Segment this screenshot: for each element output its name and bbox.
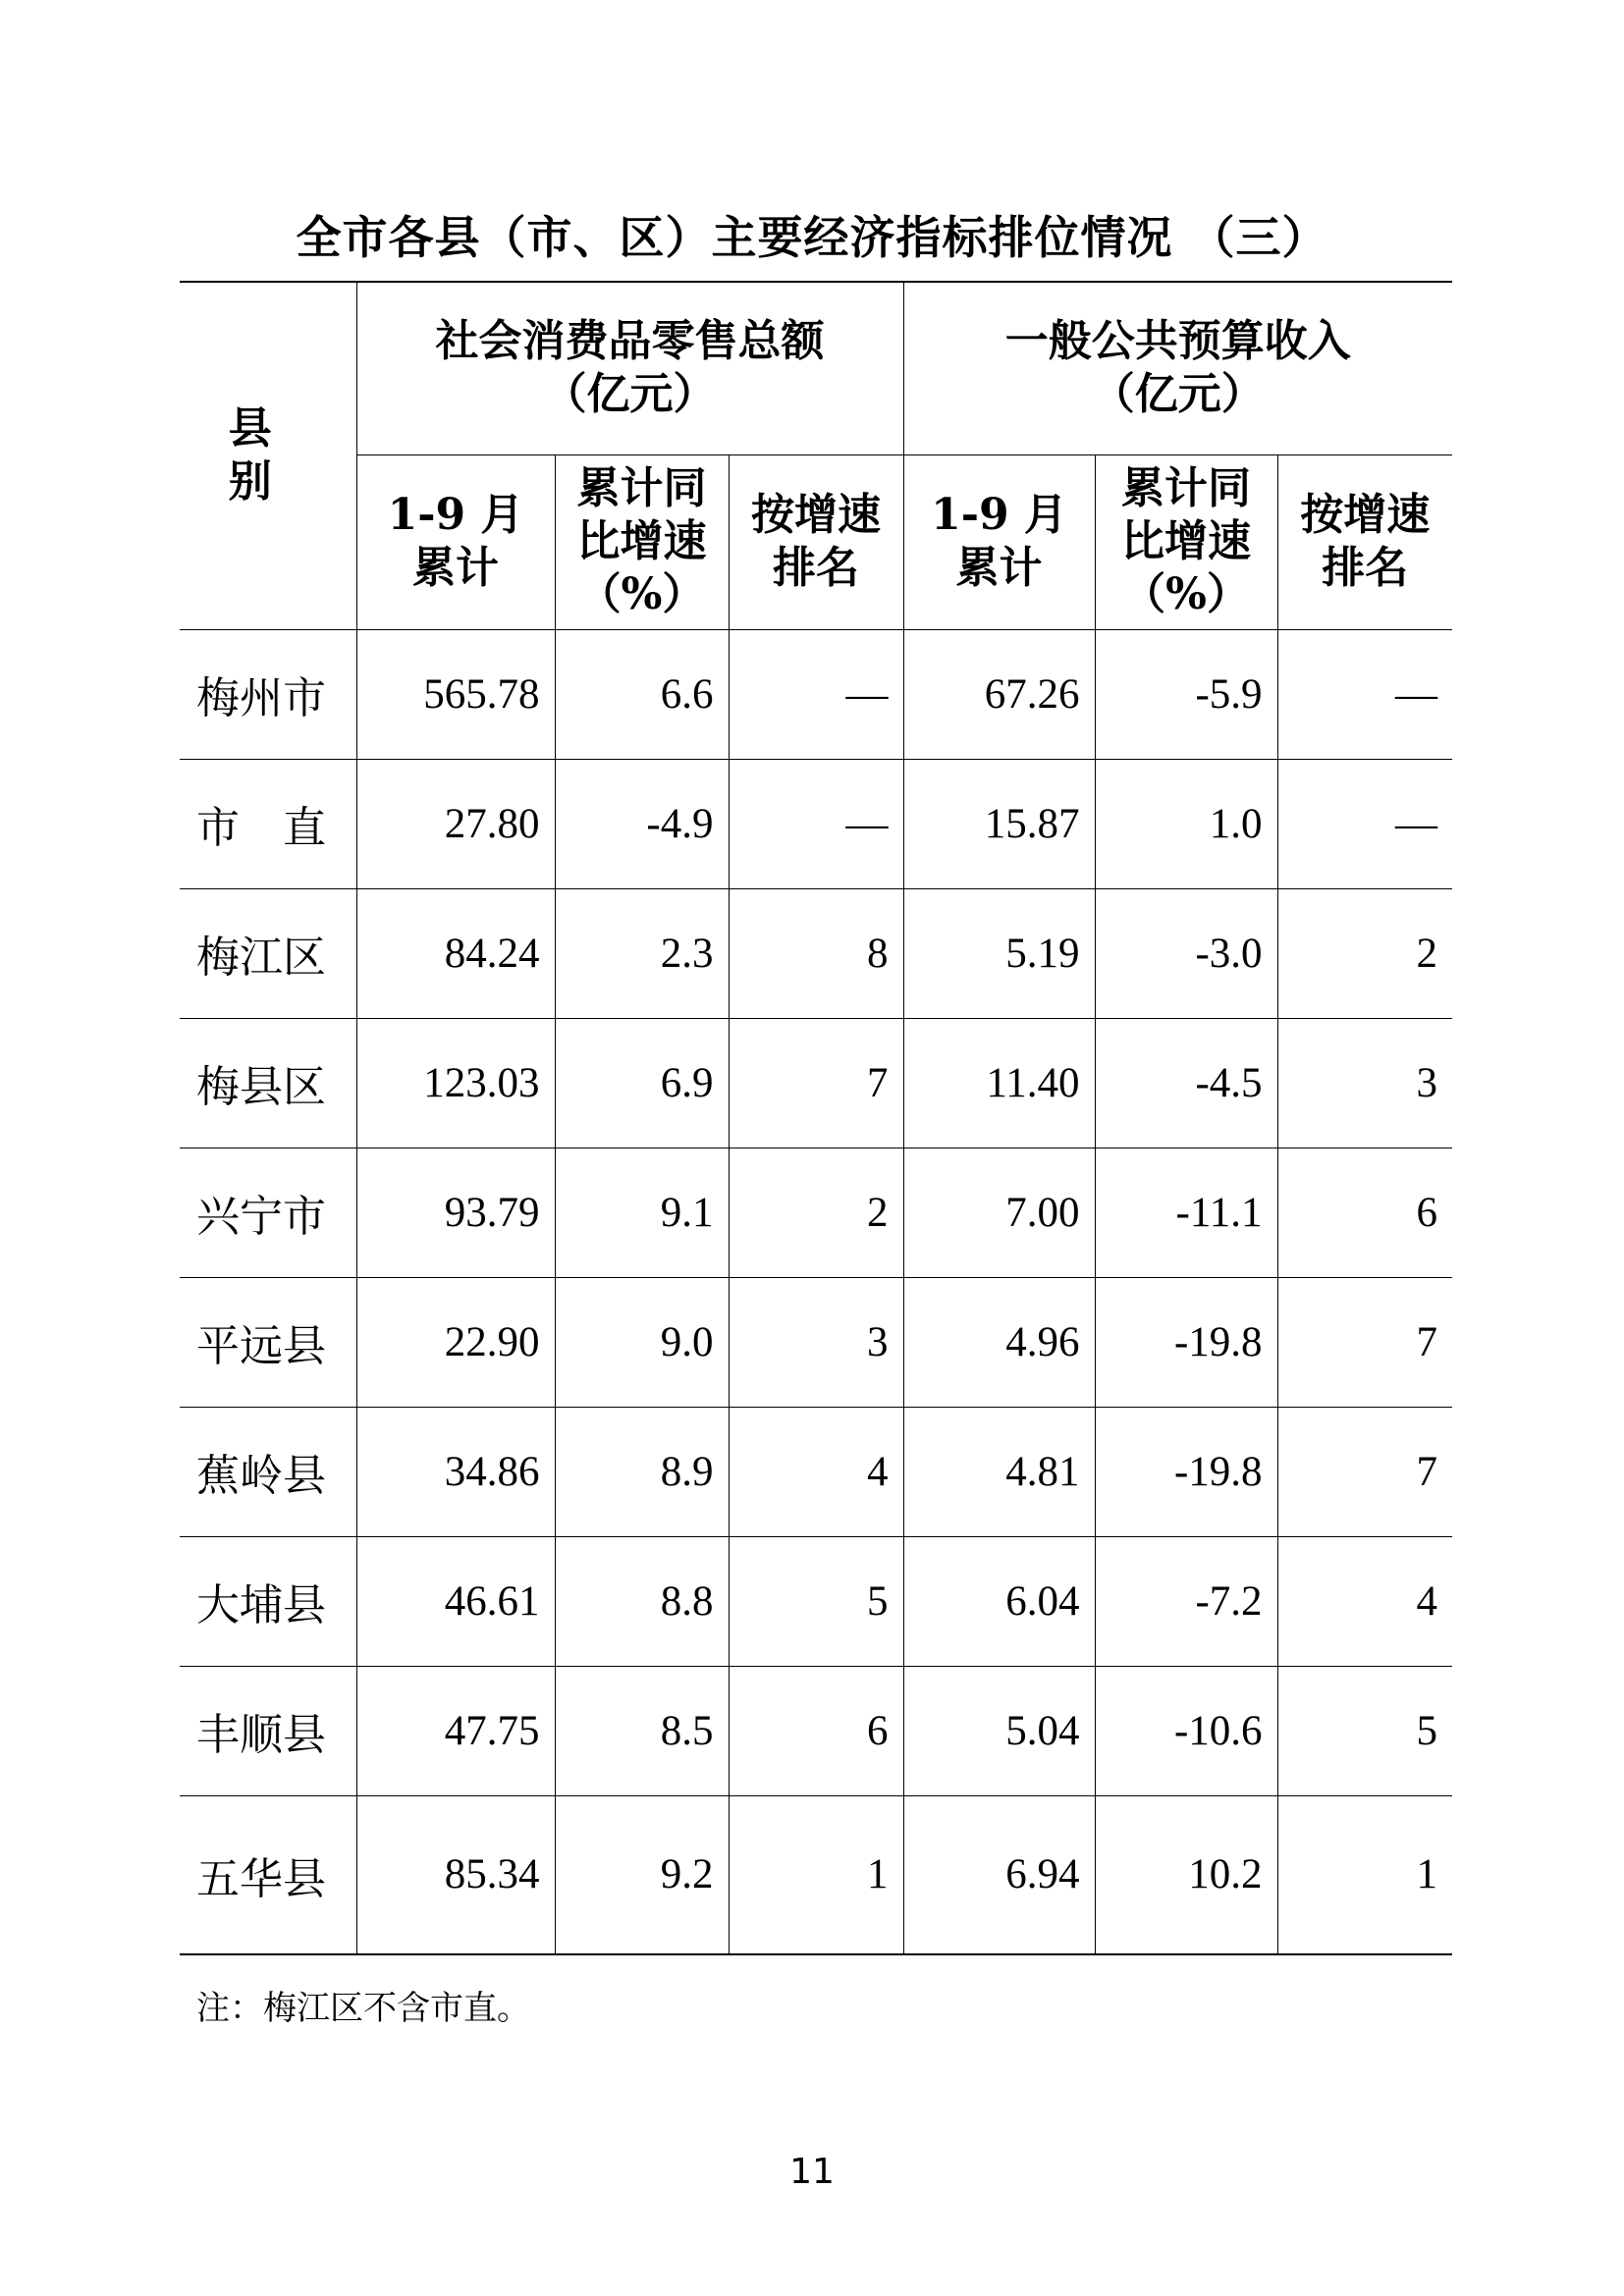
budget-growth: -19.8	[1095, 1277, 1277, 1407]
retail-cumulative: 47.75	[356, 1666, 555, 1795]
county-name: 平远县	[180, 1277, 356, 1407]
budget-rank: 1	[1277, 1795, 1452, 1954]
header-budget-growth	[1095, 454, 1277, 629]
retail-rank: 7	[729, 1018, 903, 1148]
budget-cumulative: 15.87	[903, 759, 1095, 888]
header-text: 累计同	[576, 463, 707, 513]
county-name: 市 直	[180, 759, 356, 888]
county-name: 五华县	[180, 1795, 356, 1954]
retail-cumulative: 123.03	[356, 1018, 555, 1148]
header-text: 排名	[1322, 543, 1409, 593]
table-row	[180, 1277, 1452, 1407]
county-name: 梅江区	[180, 888, 356, 1018]
budget-growth: 10.2	[1095, 1795, 1277, 1954]
budget-rank: 7	[1277, 1407, 1452, 1536]
budget-growth: -10.6	[1095, 1666, 1277, 1795]
header-text: 1-9 月	[931, 490, 1067, 540]
table-row	[180, 629, 1452, 759]
retail-rank: —	[729, 759, 903, 888]
retail-growth: 2.3	[555, 888, 729, 1018]
retail-rank: 3	[729, 1277, 903, 1407]
table-row	[180, 1407, 1452, 1536]
indicator-table	[180, 281, 1452, 1955]
retail-cumulative: 34.86	[356, 1407, 555, 1536]
header-budget-rank	[1277, 454, 1452, 629]
indicator-table-wrapper	[180, 281, 1452, 1955]
table-row	[180, 1666, 1452, 1795]
budget-rank: 4	[1277, 1536, 1452, 1666]
retail-growth: 8.5	[555, 1666, 729, 1795]
retail-growth: 6.6	[555, 629, 729, 759]
retail-growth: 8.8	[555, 1536, 729, 1666]
retail-growth: 8.9	[555, 1407, 729, 1536]
header-text: 排名	[773, 543, 859, 593]
header-retail-growth	[555, 454, 729, 629]
budget-rank: 3	[1277, 1018, 1452, 1148]
retail-rank: —	[729, 629, 903, 759]
header-text: 按增速	[1300, 490, 1431, 540]
budget-cumulative: 6.94	[903, 1795, 1095, 1954]
header-text: 比增速	[1121, 516, 1252, 566]
county-name: 蕉岭县	[180, 1407, 356, 1536]
header-text: 比增速	[576, 516, 707, 566]
table-row	[180, 1536, 1452, 1666]
budget-cumulative: 4.81	[903, 1407, 1095, 1536]
budget-growth: 1.0	[1095, 759, 1277, 888]
budget-cumulative: 7.00	[903, 1148, 1095, 1277]
budget-cumulative: 6.04	[903, 1536, 1095, 1666]
header-retail-cumulative	[356, 454, 555, 629]
header-row-sub	[180, 454, 1452, 629]
retail-rank: 4	[729, 1407, 903, 1536]
table-footnote: 注：梅江区不含市直。	[196, 1989, 530, 2028]
budget-cumulative: 11.40	[903, 1018, 1095, 1148]
retail-rank: 5	[729, 1536, 903, 1666]
retail-cumulative: 84.24	[356, 888, 555, 1018]
budget-cumulative: 5.04	[903, 1666, 1095, 1795]
budget-rank: 6	[1277, 1148, 1452, 1277]
header-text: （%）	[1122, 569, 1250, 619]
budget-growth: -7.2	[1095, 1536, 1277, 1666]
retail-growth: 9.1	[555, 1148, 729, 1277]
retail-cumulative: 27.80	[356, 759, 555, 888]
budget-growth: -19.8	[1095, 1407, 1277, 1536]
budget-growth: -5.9	[1095, 629, 1277, 759]
budget-rank: 5	[1277, 1666, 1452, 1795]
budget-rank: —	[1277, 629, 1452, 759]
header-text: 累计	[955, 543, 1043, 593]
header-retail-sales	[356, 282, 903, 454]
retail-rank: 6	[729, 1666, 903, 1795]
budget-cumulative: 67.26	[903, 629, 1095, 759]
budget-rank: —	[1277, 759, 1452, 888]
retail-cumulative: 22.90	[356, 1277, 555, 1407]
header-retail-rank	[729, 454, 903, 629]
retail-growth: 6.9	[555, 1018, 729, 1148]
header-retail-sales-line1: 社会消费品零售总额	[435, 316, 825, 367]
header-public-budget-line1: 一般公共预算收入	[1004, 316, 1351, 367]
header-public-budget-line2: （亿元）	[1091, 369, 1265, 420]
retail-cumulative: 85.34	[356, 1795, 555, 1954]
header-public-budget	[903, 282, 1452, 454]
county-name: 梅县区	[180, 1018, 356, 1148]
header-text: （%）	[577, 569, 706, 619]
retail-rank: 2	[729, 1148, 903, 1277]
header-text: 按增速	[751, 490, 881, 540]
header-row-groups	[180, 282, 1452, 454]
header-retail-sales-line2: （亿元）	[543, 369, 717, 420]
table-row	[180, 759, 1452, 888]
retail-growth: 9.2	[555, 1795, 729, 1954]
budget-growth: -11.1	[1095, 1148, 1277, 1277]
table-row	[180, 1148, 1452, 1277]
county-name: 梅州市	[180, 629, 356, 759]
table-row	[180, 1018, 1452, 1148]
header-county: 县 别	[180, 282, 356, 629]
header-text: 累计同	[1121, 463, 1252, 513]
county-name: 兴宁市	[180, 1148, 356, 1277]
budget-cumulative: 5.19	[903, 888, 1095, 1018]
budget-rank: 2	[1277, 888, 1452, 1018]
table-row	[180, 1795, 1452, 1954]
page-title: 全市各县（市、区）主要经济指标排位情况 （三）	[296, 211, 1328, 264]
county-name: 丰顺县	[180, 1666, 356, 1795]
page-number: 11	[789, 2152, 835, 2192]
retail-cumulative: 46.61	[356, 1536, 555, 1666]
retail-cumulative: 93.79	[356, 1148, 555, 1277]
retail-rank: 8	[729, 888, 903, 1018]
retail-growth: 9.0	[555, 1277, 729, 1407]
retail-rank: 1	[729, 1795, 903, 1954]
budget-rank: 7	[1277, 1277, 1452, 1407]
header-text: 1-9 月	[387, 490, 524, 540]
budget-growth: -3.0	[1095, 888, 1277, 1018]
county-name: 大埔县	[180, 1536, 356, 1666]
retail-growth: -4.9	[555, 759, 729, 888]
header-budget-cumulative	[903, 454, 1095, 629]
table-row	[180, 888, 1452, 1018]
budget-growth: -4.5	[1095, 1018, 1277, 1148]
header-text: 累计	[412, 543, 499, 593]
budget-cumulative: 4.96	[903, 1277, 1095, 1407]
retail-cumulative: 565.78	[356, 629, 555, 759]
